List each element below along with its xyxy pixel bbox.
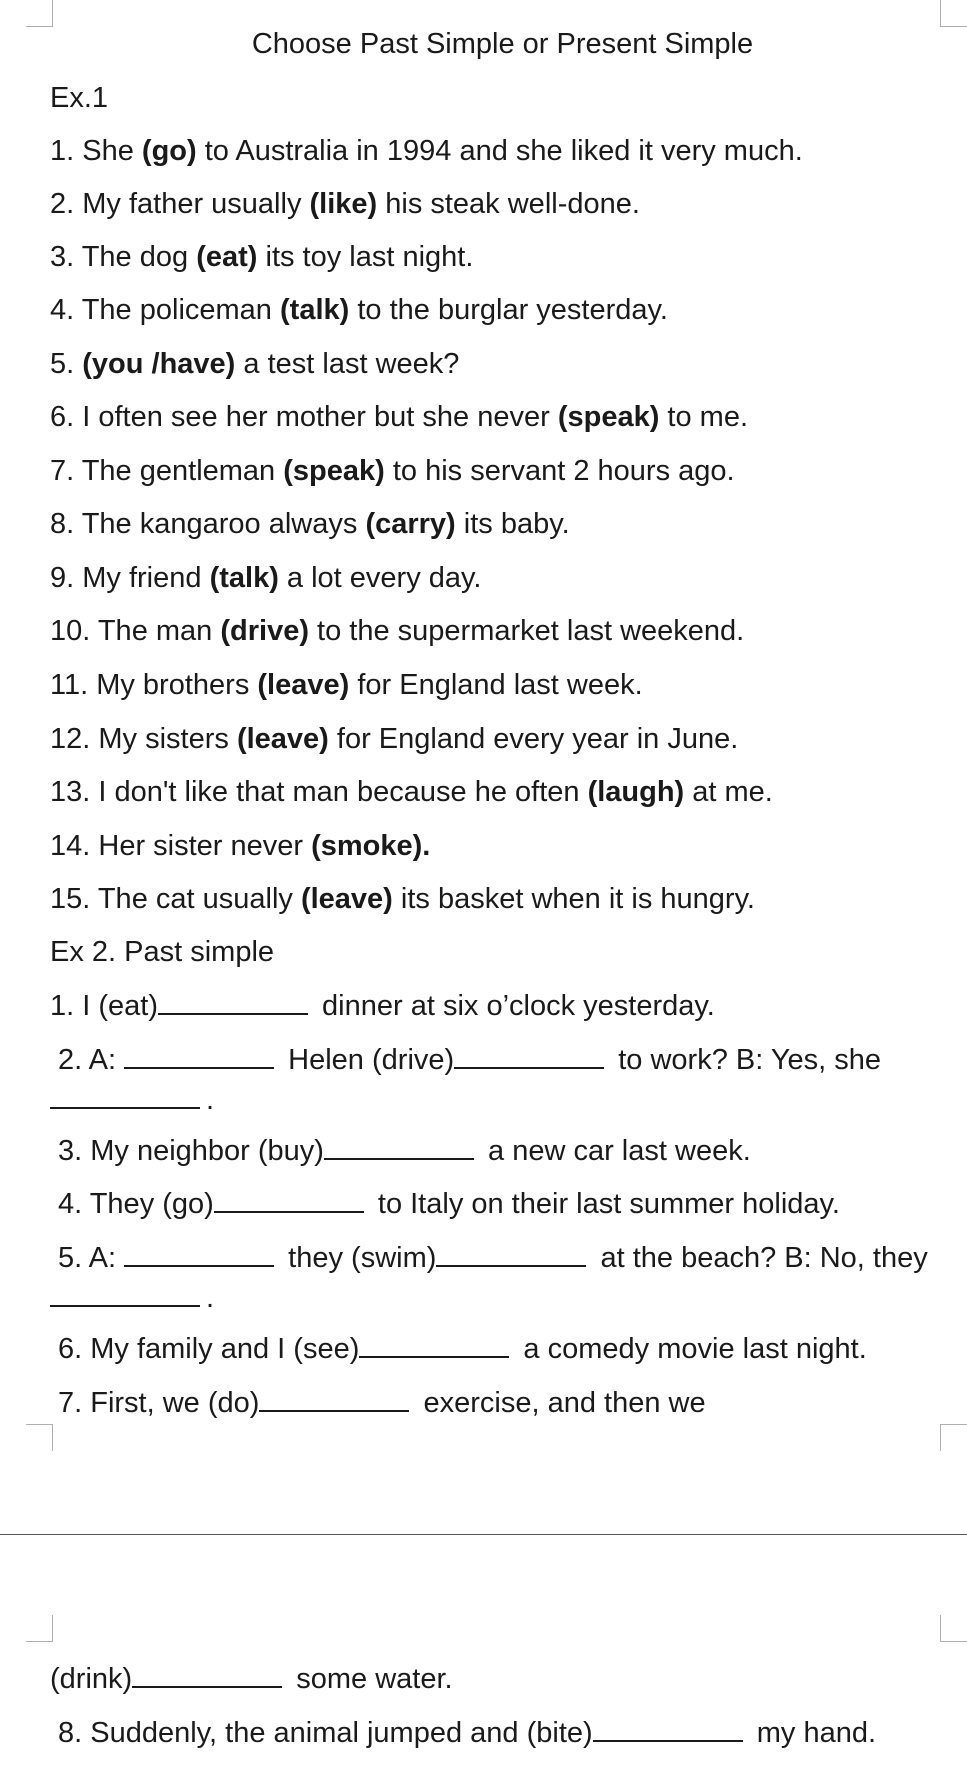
verb-prompt: (like) [309, 188, 378, 220]
exercise-1-heading: Ex.1 [50, 82, 109, 114]
page-corner-mark [940, 1615, 967, 1642]
exercise-item: 8. Suddenly, the animal jumped and (bite) my hand. [58, 1717, 877, 1749]
exercise-item: 11. My brothers (leave) for England last week. [50, 669, 643, 701]
exercise-item-continuation: . [50, 1082, 214, 1118]
page-corner-mark [940, 0, 967, 27]
exercise-item: 10. The man (drive) to the supermarket last weekend. [50, 615, 745, 647]
exercise-item: 8. The kangaroo always (carry) its baby. [50, 508, 570, 540]
answer-blank[interactable] [158, 989, 308, 1015]
exercise-item: 1. She (go) to Australia in 1994 and she liked it very much. [50, 135, 803, 167]
answer-blank[interactable] [124, 1043, 274, 1069]
answer-blank[interactable] [124, 1241, 274, 1267]
exercise-item: 6. My family and I (see) a comedy movie last night. [58, 1333, 867, 1365]
exercise-2-heading: Ex 2. Past simple [50, 936, 275, 968]
answer-blank[interactable] [454, 1043, 604, 1069]
page-corner-mark [940, 1424, 967, 1451]
exercise-item: 14. Her sister never (smoke). [50, 830, 431, 862]
answer-blank[interactable] [259, 1386, 409, 1412]
answer-blank[interactable] [132, 1662, 282, 1688]
exercise-item: 4. The policeman (talk) to the burglar yesterday. [50, 294, 668, 326]
exercise-item: 5. (you /have) a test last week? [50, 348, 460, 380]
exercise-item: 7. First, we (do) exercise, and then we [58, 1387, 706, 1419]
exercise-item: 15. The cat usually (leave) its basket when it is hungry. [50, 883, 755, 915]
verb-prompt: (speak) [557, 401, 660, 433]
exercise-item: 2. A: Helen (drive) to work? B: Yes, she [58, 1044, 881, 1076]
exercise-item: 13. I don't like that man because he often (laugh) at me. [50, 776, 773, 808]
verb-prompt: (leave) [300, 883, 393, 915]
worksheet-title: Choose Past Simple or Present Simple [251, 28, 754, 60]
exercise-item: 12. My sisters (leave) for England every year in June. [50, 723, 739, 755]
verb-prompt: (carry) [365, 508, 456, 540]
verb-prompt: (smoke). [311, 830, 431, 862]
exercise-item-continuation: . [50, 1280, 214, 1316]
answer-blank[interactable] [50, 1281, 200, 1307]
verb-prompt: (laugh) [587, 776, 685, 808]
verb-prompt: (eat) [196, 241, 258, 273]
verb-prompt: (leave) [257, 669, 350, 701]
verb-prompt: (you /have) [82, 348, 236, 380]
exercise-item: 6. I often see her mother but she never (speak) to me. [50, 401, 749, 433]
verb-prompt: (speak) [283, 455, 385, 487]
verb-prompt: (leave) [236, 723, 329, 755]
exercise-item: 3. My neighbor (buy) a new car last week. [58, 1135, 751, 1167]
document-page-2 [0, 1535, 967, 1765]
exercise-item: 2. My father usually (like) his steak well-done. [50, 188, 640, 220]
answer-blank[interactable] [50, 1083, 200, 1109]
page-corner-mark [26, 1615, 53, 1642]
answer-blank[interactable] [359, 1332, 509, 1358]
verb-prompt: (talk) [280, 294, 350, 326]
exercise-item: 1. I (eat) dinner at six o’clock yesterday. [50, 990, 715, 1022]
verb-prompt: (go) [141, 135, 197, 167]
verb-prompt: (drive) [220, 615, 309, 647]
page-corner-mark [26, 0, 53, 27]
answer-blank[interactable] [436, 1241, 586, 1267]
exercise-item: 4. They (go) to Italy on their last summer holiday. [58, 1188, 840, 1220]
answer-blank[interactable] [214, 1187, 364, 1213]
answer-blank[interactable] [593, 1716, 743, 1742]
answer-blank[interactable] [324, 1134, 474, 1160]
exercise-item: 3. The dog (eat) its toy last night. [50, 241, 474, 273]
exercise-item: 5. A: they (swim) at the beach? B: No, they [58, 1242, 928, 1274]
exercise-item: 9. My friend (talk) a lot every day. [50, 562, 482, 594]
exercise-item: 7. The gentleman (speak) to his servant 2 hours ago. [50, 455, 735, 487]
verb-prompt: (talk) [209, 562, 279, 594]
exercise-item-continuation: (drink) some water. [50, 1663, 453, 1695]
page-corner-mark [26, 1424, 53, 1451]
